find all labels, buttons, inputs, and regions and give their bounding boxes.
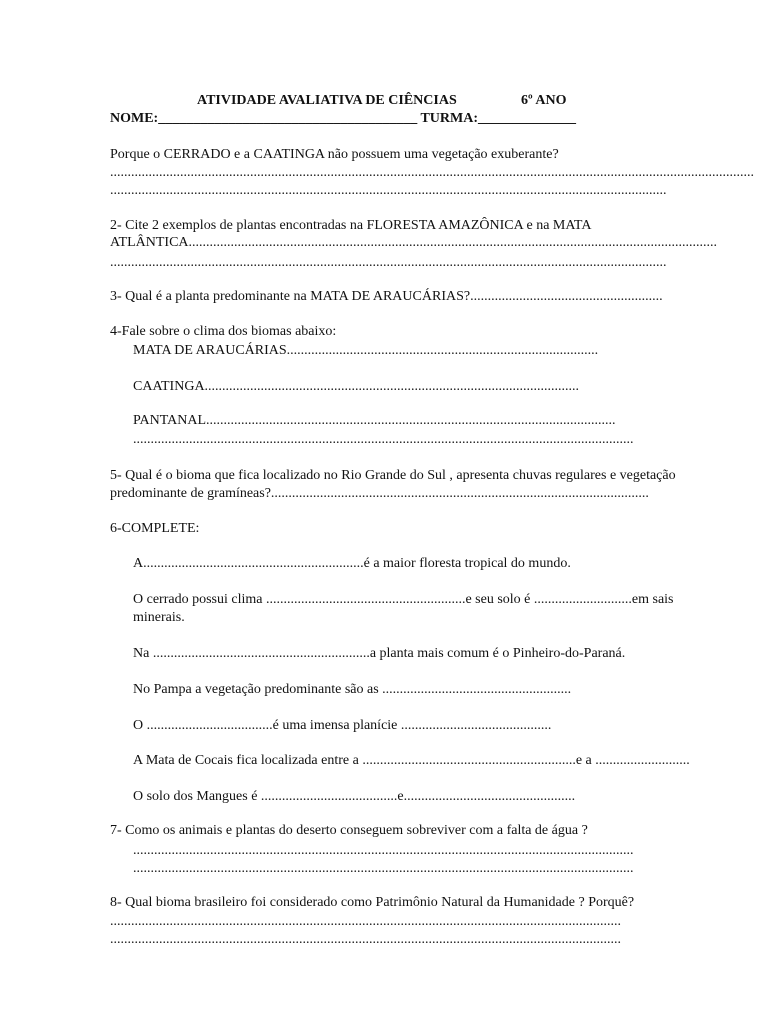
question-8-answer-line-1: .................................................................................................................................................. — [110, 914, 621, 929]
grade-label: 6º ANO — [521, 93, 567, 108]
question-6-title: 6-COMPLETE: — [110, 521, 200, 536]
question-6-sentence-2: O cerrado possui clima .........................................................e seu solo é ............................em sais — [133, 592, 674, 607]
question-4-item-araucarias: MATA DE ARAUCÁRIAS......................................................................................... — [133, 343, 599, 358]
question-6-sentence-7: O solo dos Mangues é .......................................e................................................. — [133, 789, 576, 804]
question-4-item-pantanal: PANTANAL..................................................................................................................... — [133, 413, 616, 428]
question-1-text: Porque o CERRADO e a CAATINGA não possuem uma vegetação exuberante? — [110, 147, 559, 162]
question-4-item-caatinga: CAATINGA........................................................................................................... — [133, 379, 580, 394]
question-6-sentence-3: Na ..............................................................a planta mais comum é o Pinheiro-do-Paraná. — [133, 646, 626, 661]
question-6-sentence-5: O ....................................é uma imensa planície ........................................... — [133, 718, 552, 733]
question-3-text: 3- Qual é a planta predominante na MATA DE ARAUCÁRIAS?....................................................... — [110, 289, 663, 304]
question-8-answer-line-2: .................................................................................................................................................. — [110, 932, 621, 947]
question-1-answer-line-2: ............................................................................................................................................................... — [110, 183, 667, 198]
question-7-answer-line-2: ............................................................................................................................................... — [133, 861, 634, 876]
question-6-sentence-4: No Pampa a vegetação predominante são as ...................................................... — [133, 682, 572, 697]
question-7-answer-line-1: ............................................................................................................................................... — [133, 843, 634, 858]
page-title: ATIVIDADE AVALIATIVA DE CIÊNCIAS — [197, 93, 457, 108]
question-2-answer-line: ............................................................................................................................................................... — [110, 255, 667, 270]
question-6-sentence-2-cont: minerais. — [133, 610, 185, 625]
question-4-pantanal-line-2: ............................................................................................................................................... — [133, 432, 634, 447]
question-2-text-2: ATLÂNTICA....................................................................................................................................................... — [110, 235, 718, 250]
question-4-text: 4-Fale sobre o clima dos biomas abaixo: — [110, 324, 337, 339]
question-5-text-2: predominante de gramíneas?............................................................................................................ — [110, 486, 649, 501]
question-1-answer-line-1: ........................................................................................................................................................................................ — [110, 165, 754, 180]
question-6-sentence-1: A...............................................................é a maior floresta tropical do mundo. — [133, 556, 571, 571]
name-class-line: NOME:_____________________________________ TURMA:______________ — [110, 111, 577, 126]
question-6-sentence-6: A Mata de Cocais fica localizada entre a .............................................................e a ........................... — [133, 753, 690, 768]
question-2-text-1: 2- Cite 2 exemplos de plantas encontradas na FLORESTA AMAZÔNICA e na MATA — [110, 218, 592, 233]
question-5-text-1: 5- Qual é o bioma que fica localizado no Rio Grande do Sul , apresenta chuvas regulares e vegetação — [110, 468, 676, 483]
question-8-text: 8- Qual bioma brasileiro foi considerado como Patrimônio Natural da Humanidade ? Porquê? — [110, 895, 635, 910]
question-7-text: 7- Como os animais e plantas do deserto conseguem sobreviver com a falta de água ? — [110, 823, 588, 838]
